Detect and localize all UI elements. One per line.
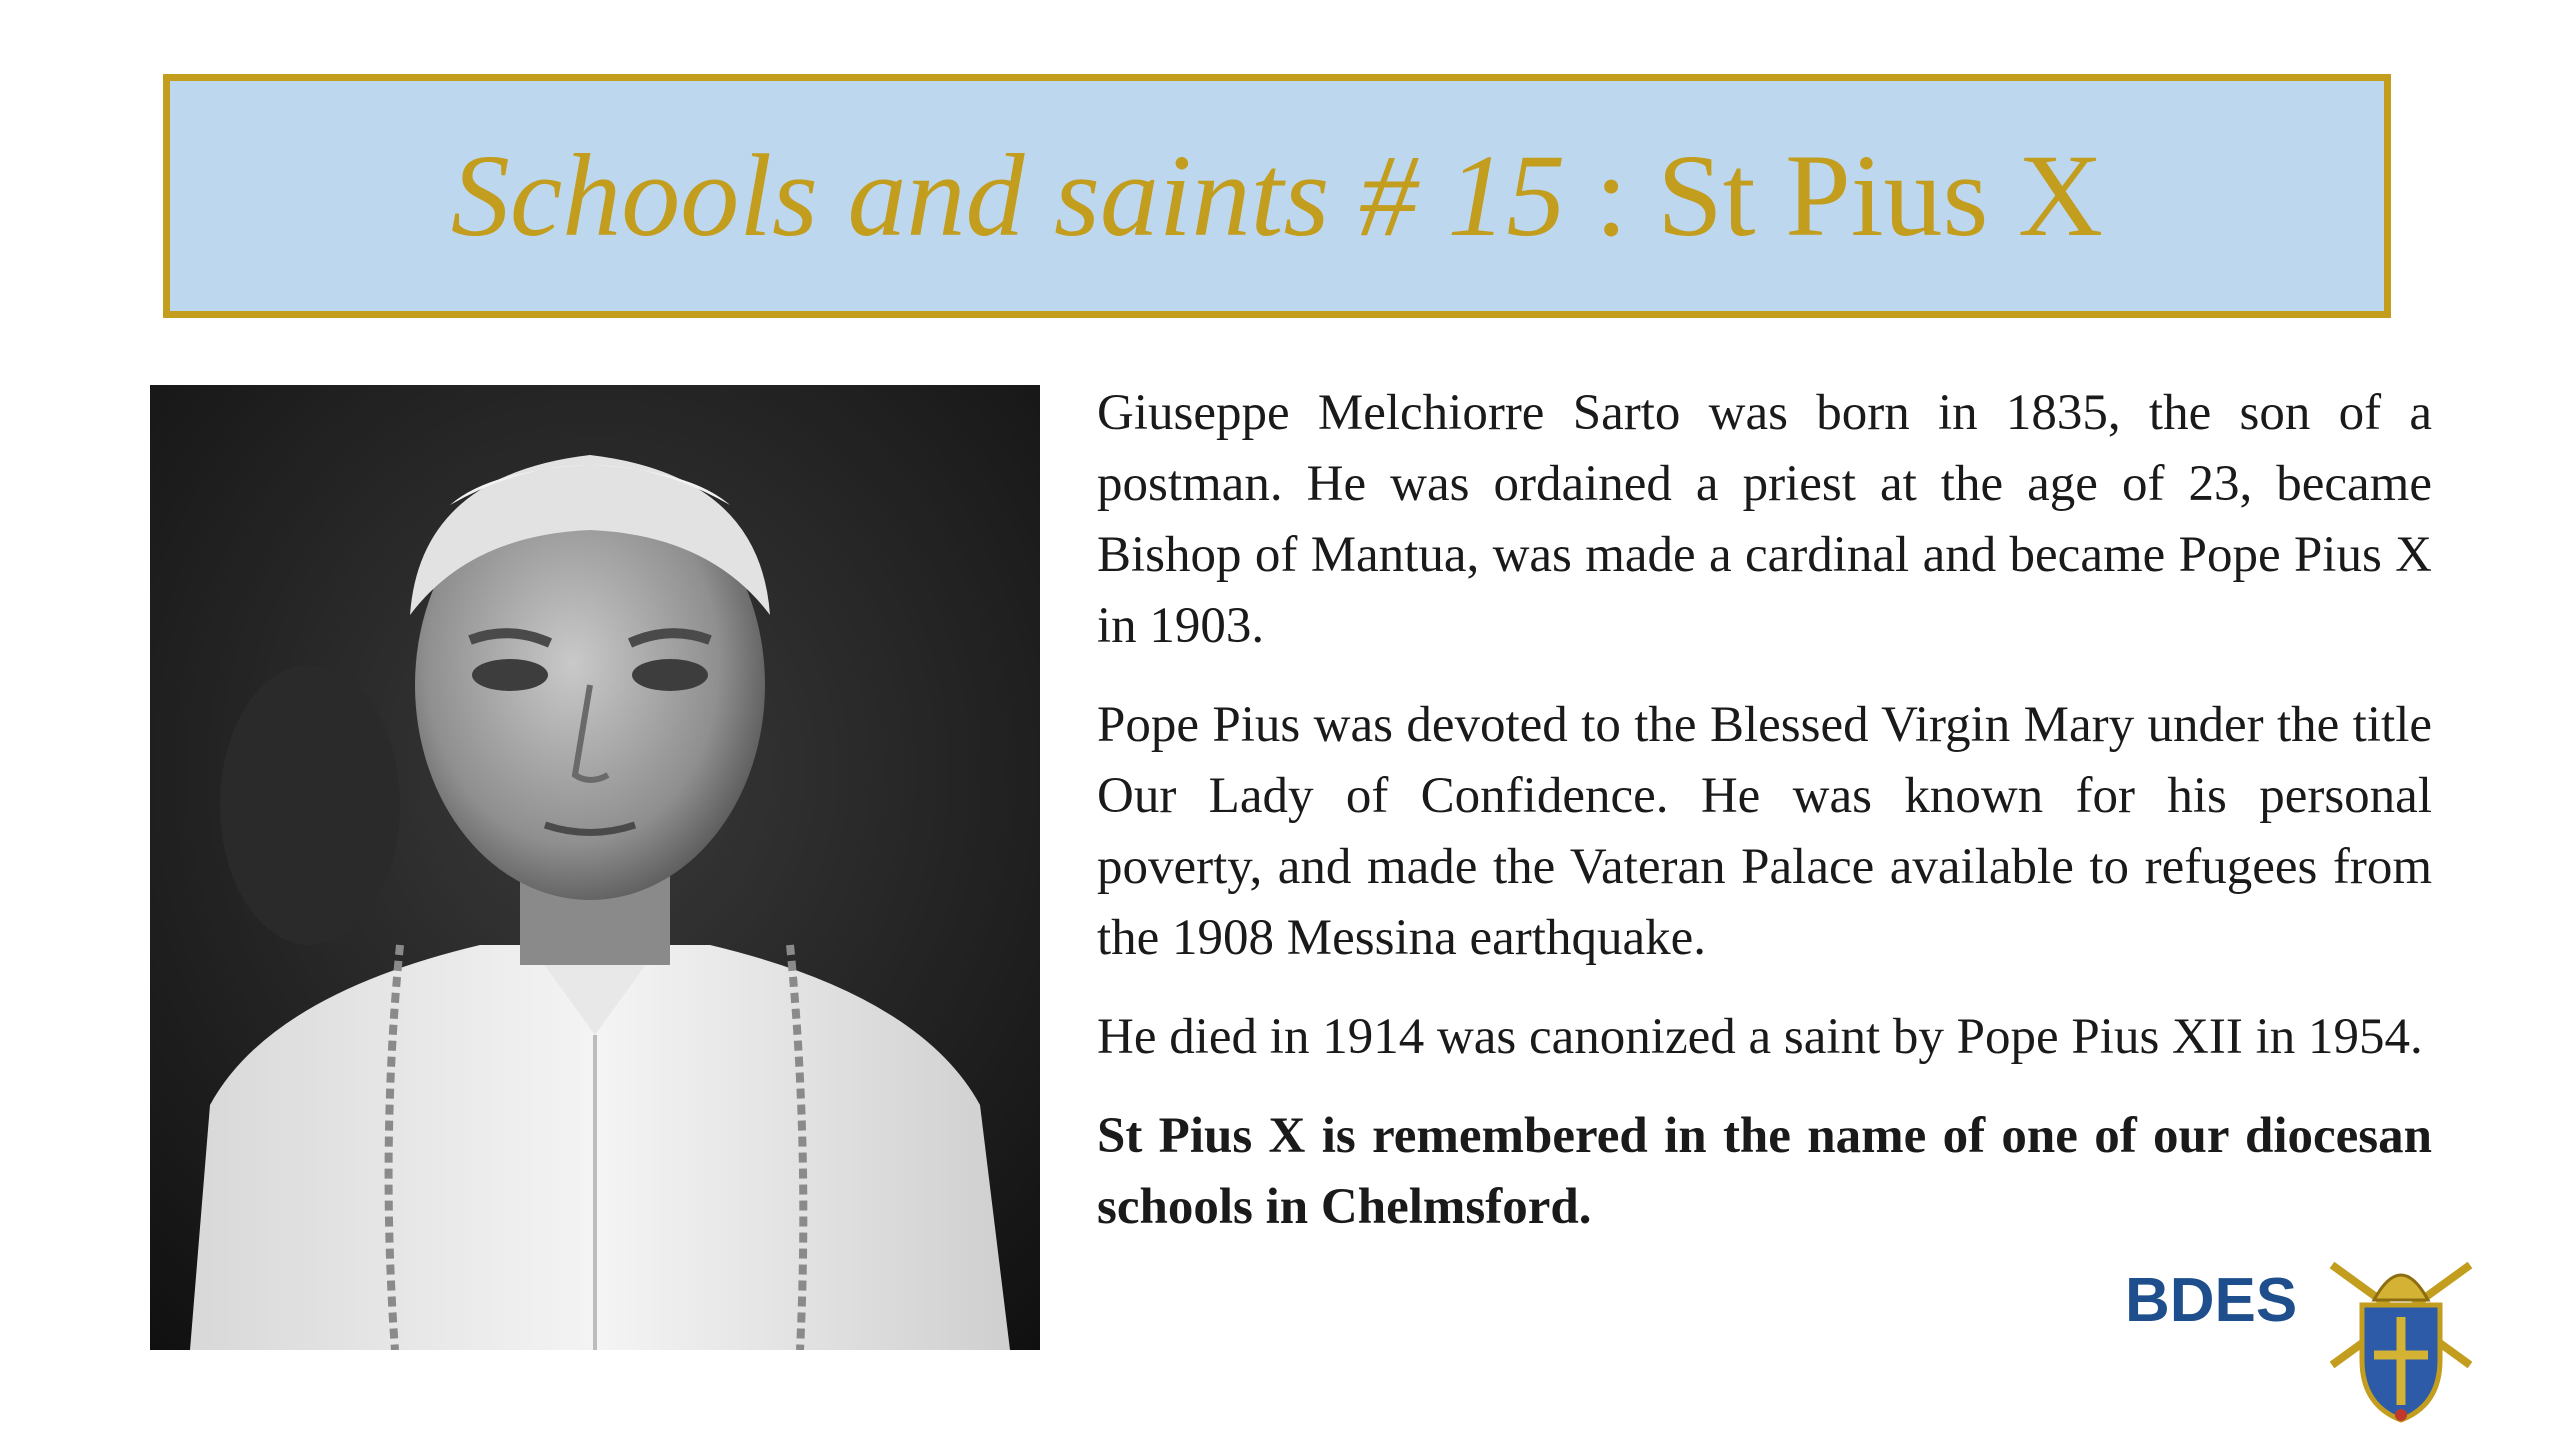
paragraph-death-canonization: He died in 1914 was canonized a saint by Pope Pius XII in 1954. [1097,1009,2423,1065]
bdes-logo-text: BDES [2125,1266,2298,1335]
slide-title [450,130,2104,261]
paragraph-biography: Giuseppe Melchiorre Sarto was born in 1835, the son of a postman. He was ordained a priest at the age of 23, became Bishop of Mantua, was made a cardinal and became Pope Pius X in 1903. [1097,385,2432,654]
paragraph-school-note: St Pius X is remembered in the name of one of our diocesan schools in Chelmsford. [1097,1108,2432,1235]
body-text [1097,378,2432,1271]
title-banner [163,74,2391,318]
diocese-crest-icon [2322,1245,2480,1423]
title-series: Schools and saints # 15 [450,130,1566,261]
portrait-photo [150,385,1040,1350]
paragraph-devotion: Pope Pius was devoted to the Blessed Virgin Mary under the title Our Lady of Confidence. He was known for his personal poverty, and made the Vateran Palace available to refugees from the 1908 Messina earthquake. [1097,697,2432,966]
portrait-illustration [150,385,1040,1350]
title-saint: : St Pius X [1565,130,2104,261]
